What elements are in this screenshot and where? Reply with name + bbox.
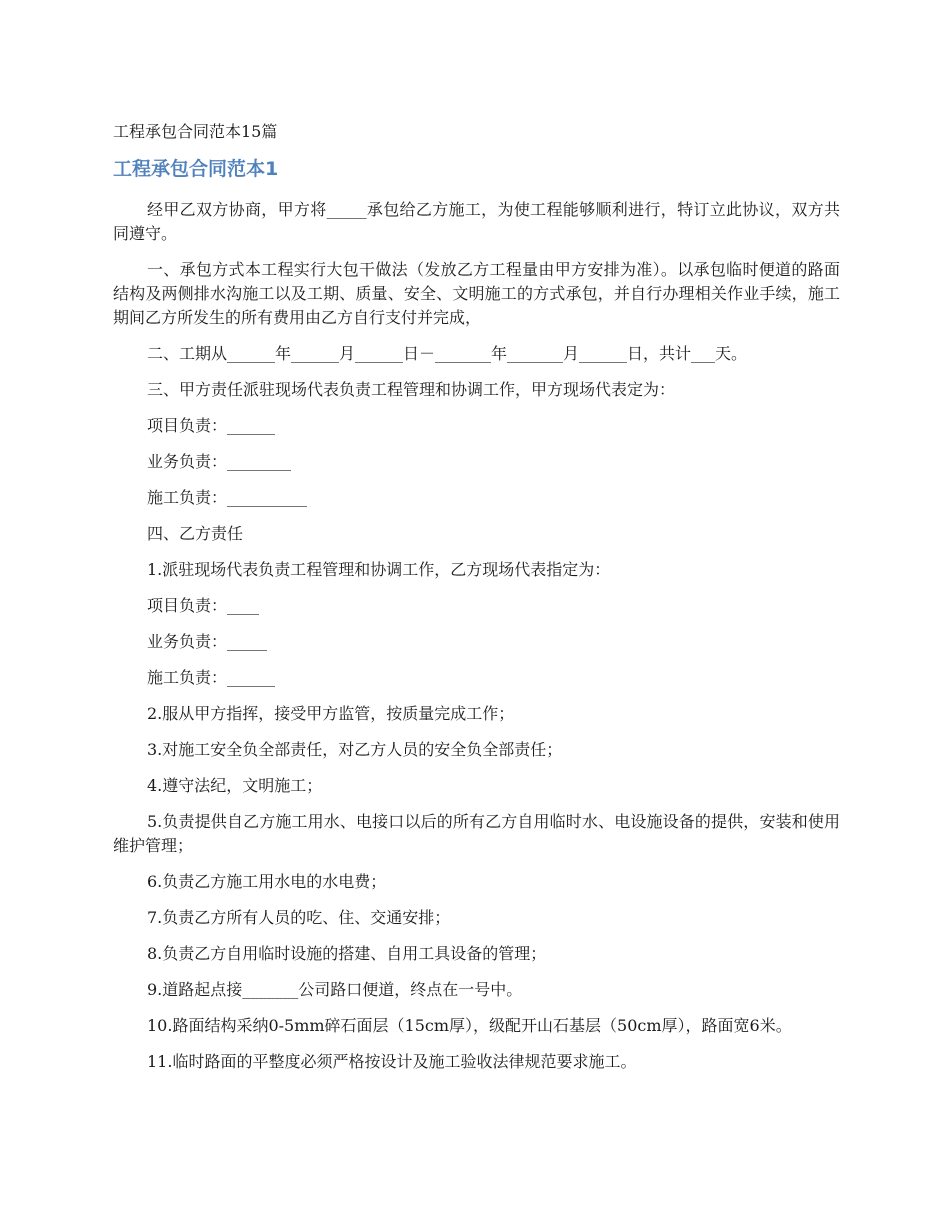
paragraph: 施工负责：__________ (147, 488, 308, 507)
paragraph: 4.遵守法纪，文明施工； (147, 776, 323, 795)
paragraph: 业务负责：_____ (147, 632, 268, 651)
paragraph: 8.负责乙方自用临时设施的搭建、自用工具设备的管理； (147, 944, 547, 963)
section-heading: 工程承包合同范本1 (113, 158, 279, 180)
paragraph: 一、承包方式本工程实行大包干做法（发放乙方工程量由甲方安排为准）。以承包临时便道的路面结构及两侧排水沟施工以及工期、质量、安全、文明施工的方式承包，并自行办理相关作业手续，施工期间乙方所发生的所有费用由乙方自行支付并完成， (113, 260, 840, 327)
paragraph: 项目负责：______ (147, 416, 276, 435)
paragraph: 经甲乙双方协商，甲方将_____承包给乙方施工，为使工程能够顺利进行，特订立此协议，双方共同遵守。 (113, 200, 840, 243)
paragraph: 施工负责：______ (147, 668, 276, 687)
paragraph: 四、乙方责任 (147, 524, 244, 543)
paragraph: 5.负责提供自乙方施工用水、电接口以后的所有乙方自用临时水、电设施设备的提供，安装和使用维护管理； (113, 812, 840, 855)
paragraph: 项目负责：____ (147, 596, 260, 615)
paragraph: 11.临时路面的平整度必须严格按设计及施工验收法律规范要求施工。 (147, 1052, 637, 1071)
paragraph: 1.派驻现场代表负责工程管理和协调工作，乙方现场代表指定为： (147, 560, 611, 579)
paragraph: 三、甲方责任派驻现场代表负责工程管理和协调工作，甲方现场代表定为： (147, 380, 676, 399)
paragraph: 2.服从甲方指挥，接受甲方监管，按质量完成工作； (147, 704, 515, 723)
paragraph: 二、工期从______年______月______日－_______年_______月______日，共计___天。 (147, 344, 748, 363)
paragraph: 9.道路起点接_______公司路口便道，终点在一号中。 (147, 980, 523, 999)
paragraph: 业务负责：________ (147, 452, 292, 471)
paragraph: 10.路面结构采纳0-5mm碎石面层（15cm厚），级配开山石基层（50cm厚），路面宽6米。 (147, 1016, 792, 1035)
paragraph: 7.负责乙方所有人员的吃、住、交通安排； (147, 908, 451, 927)
paragraph: 3.对施工安全负全部责任，对乙方人员的安全负全部责任； (147, 740, 563, 759)
document-title: 工程承包合同范本15篇 (113, 122, 278, 141)
paragraph: 6.负责乙方施工用水电的水电费； (147, 872, 387, 891)
document-page (113, 120, 840, 1086)
